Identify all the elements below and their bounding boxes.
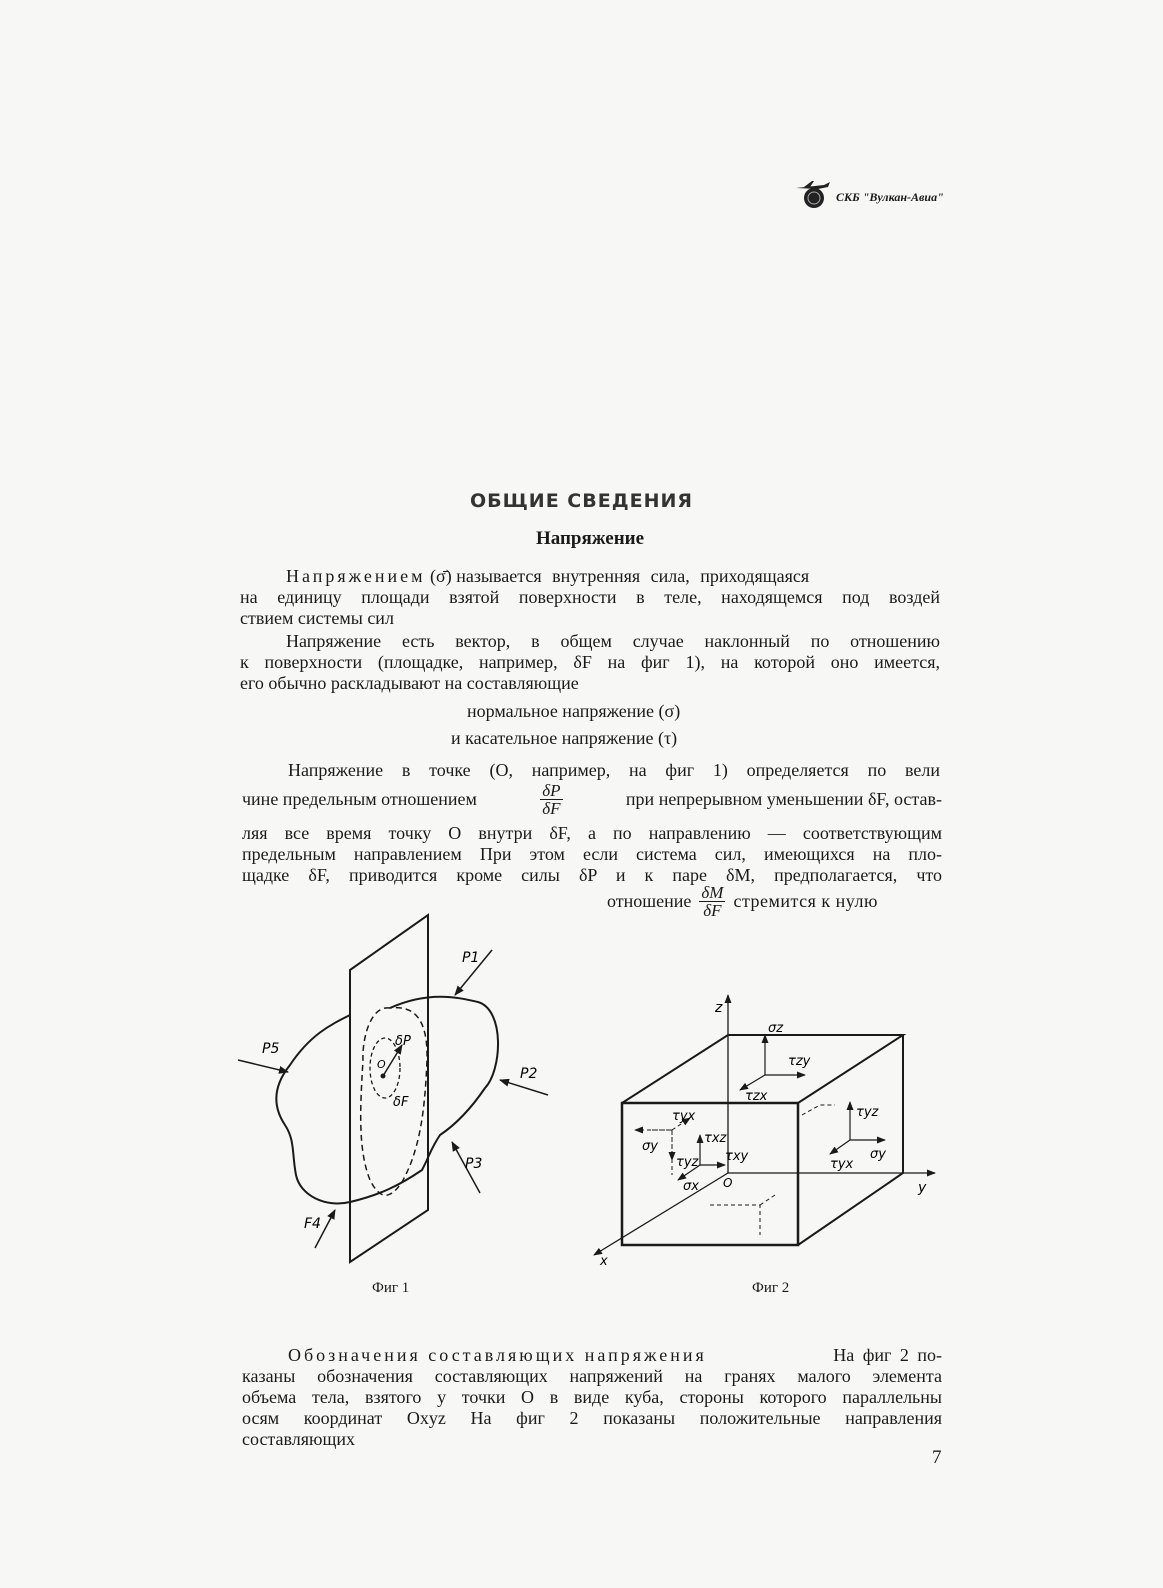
body-outline xyxy=(276,997,498,1204)
frac2-num: δM xyxy=(701,883,724,902)
p4-line2: казаны обозначения составляющих напряжений на гранях малого элемента xyxy=(242,1366,942,1386)
label-P2: P2 xyxy=(520,1066,538,1082)
p1-line2: на единицу площади взятой поверхности в теле, находящемся под воздей xyxy=(240,587,940,607)
frac1-den: δF xyxy=(542,799,561,818)
fig2-caption: Фиг 2 xyxy=(752,1280,790,1296)
p3-line2-b: при непрерывном уменьшении δF, остав- xyxy=(625,789,942,809)
subtitle: Напряжение xyxy=(535,528,645,549)
label-dP: δP xyxy=(395,1034,411,1049)
label-tau-xy: τxy xyxy=(725,1149,749,1164)
label-P5: P5 xyxy=(262,1041,280,1057)
label-dF: δF xyxy=(393,1095,409,1110)
hidden-line-3 xyxy=(710,1205,760,1235)
cube-front-face xyxy=(622,1103,798,1245)
figure-1-diagram xyxy=(230,910,560,1270)
p4-line4: осям координат Oxyz На фиг 2 показаны положительные направления xyxy=(242,1408,942,1428)
force-P5 xyxy=(238,1060,288,1072)
label-z: z xyxy=(715,1000,723,1016)
force-P2 xyxy=(500,1080,548,1095)
section-title: ОБЩИЕ СВЕДЕНИЯ xyxy=(469,490,694,512)
p4-line5: составляющих xyxy=(242,1429,355,1449)
label-tau-zy: τzy xyxy=(788,1054,811,1069)
label-tau-yz-right: τyz xyxy=(856,1105,879,1120)
fraction-dP-dF xyxy=(540,782,562,817)
label-tau-zx: τzx xyxy=(745,1089,768,1104)
p2-line1: Напряжение есть вектор, в общем случае наклонный по отношению xyxy=(286,631,940,651)
label-P1: P1 xyxy=(462,950,480,966)
p1-line1 xyxy=(286,566,809,587)
p3-line6-b: стремится к нулю xyxy=(733,891,878,911)
normal-stress: нормальное напряжение (σ) xyxy=(467,701,681,721)
p3-line3: ляя все время точку O внутри δF, а по направлению — соответствующим xyxy=(242,823,942,843)
frac1-num: δP xyxy=(542,781,561,800)
label-sigma-z: σz xyxy=(768,1021,784,1036)
hidden-line-4 xyxy=(760,1195,775,1205)
vector-dP xyxy=(383,1045,402,1076)
label-tau-xz: τxz xyxy=(704,1131,727,1146)
p2-line3: его обычно раскладывают на составляющие xyxy=(240,673,579,693)
fig1-caption: Фиг 1 xyxy=(372,1280,410,1296)
p3-line2-a: чине предельным отношением xyxy=(242,789,477,809)
axis-x xyxy=(594,1173,728,1255)
p3-line4: предельным направлением При этом если система сил, имеющихся на пло- xyxy=(242,844,942,864)
fraction-dM-dF xyxy=(699,884,725,919)
p3-line6-a: отношение xyxy=(607,891,692,911)
p1-text: называется внутренняя сила, приходящаяся xyxy=(456,566,810,586)
label-P3: P3 xyxy=(465,1156,483,1172)
hidden-line-1 xyxy=(802,1105,835,1115)
figure-2-diagram xyxy=(580,990,950,1270)
label-sigma-y-left: σy xyxy=(642,1139,658,1154)
p3-line5: щадке δF, приводится кроме силы δP и к паре δM, предполагается, что xyxy=(242,865,942,885)
label-F4: F4 xyxy=(304,1216,321,1232)
p1-line3: ствием системы сил xyxy=(240,608,394,628)
frac2-den: δF xyxy=(703,901,722,920)
page-number: 7 xyxy=(932,1447,942,1468)
p3-line2 xyxy=(242,782,942,817)
logo-text: СКБ "Вулкан-Авиа" xyxy=(836,189,944,204)
label-sigma-x: σx xyxy=(683,1179,699,1194)
header-logo xyxy=(794,180,944,210)
label-x: x xyxy=(600,1254,608,1269)
p3-line1: Напряжение в точке (O, например, на фиг 1) определяется по вели xyxy=(288,760,940,780)
p4-line1 xyxy=(288,1345,942,1366)
p4-line1-text: На фиг 2 по- xyxy=(833,1345,942,1365)
p1-sym: (σ̄) xyxy=(430,566,452,586)
p3-line6 xyxy=(607,884,878,919)
label-tau-yx-left: τyx xyxy=(672,1109,696,1124)
label-y: y xyxy=(918,1180,927,1196)
label-tau-yx-right: τyx xyxy=(830,1157,854,1172)
arrow-tau-zx xyxy=(740,1075,765,1090)
p4-lead: Обозначения составляющих напряжения xyxy=(288,1345,707,1365)
label-tau-yz-left: τyz xyxy=(676,1155,699,1170)
label-sigma-y-right: σy xyxy=(870,1147,886,1162)
label-O2: O xyxy=(723,1176,733,1190)
point-O xyxy=(381,1074,386,1079)
airplane-emblem-icon xyxy=(794,180,832,210)
p2-line2: к поверхности (площадке, например, δF на фиг 1), на которой оно имеется, xyxy=(240,652,940,672)
p4-line3: объема тела, взятого у точки O в виде куба, стороны которого параллельны xyxy=(242,1387,942,1407)
arrow-tau-yx-right xyxy=(830,1140,850,1154)
shear-stress: и касательное напряжение (τ) xyxy=(451,728,678,748)
label-O: O xyxy=(377,1058,386,1071)
p1-lead: Напряжением xyxy=(286,566,426,586)
